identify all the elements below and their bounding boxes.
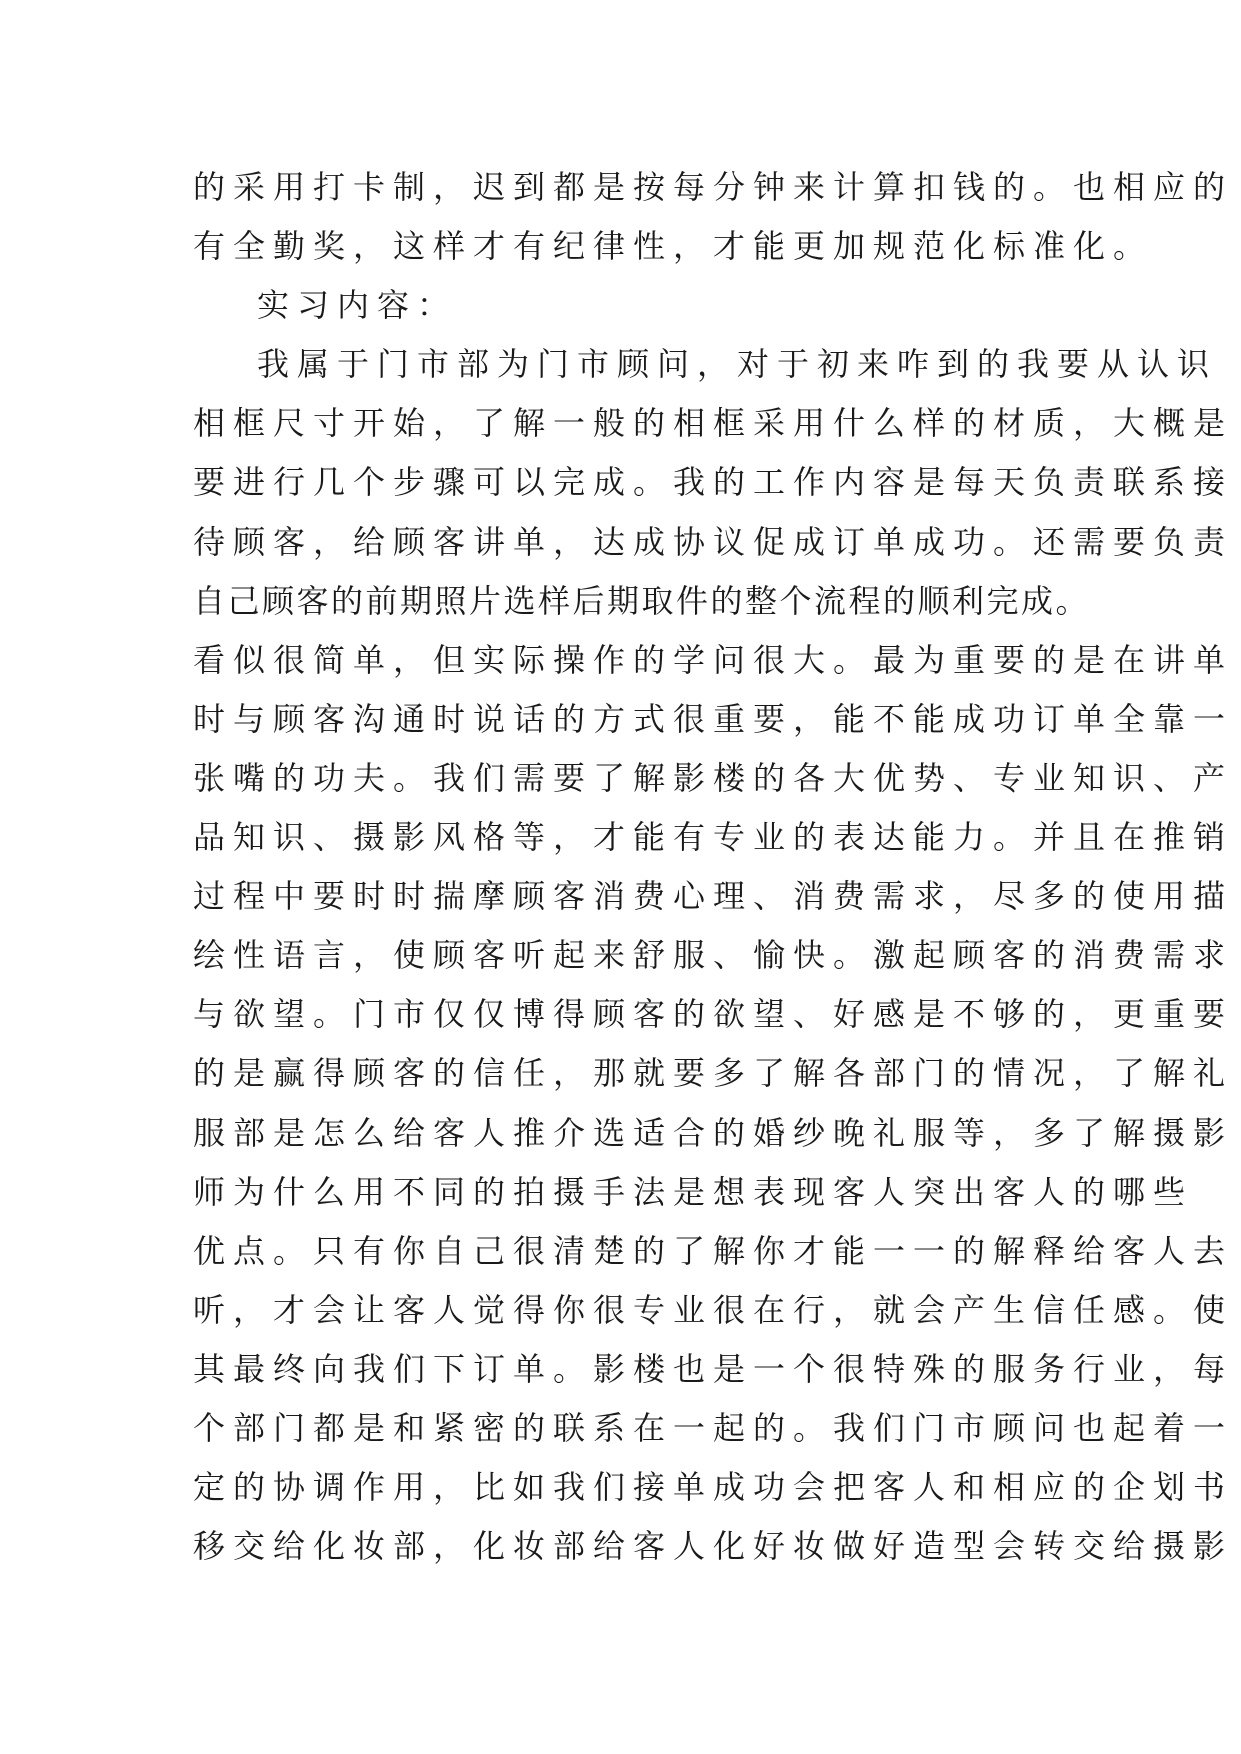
- text-line: 自己顾客的前期照片选样后期取件的整个流程的顺利完成。: [193, 581, 1091, 620]
- text-line: 的是赢得顾客的信任，那就要多了解各部门的情况，了解礼: [193, 1054, 1234, 1093]
- text-line: 听，才会让客人觉得你很专业很在行，就会产生信任感。使: [193, 1290, 1234, 1329]
- text-line: 相框尺寸开始，了解一般的相框采用什么样的材质，大概是: [193, 404, 1234, 443]
- text-line: 我属于门市部为门市顾问，对于初来咋到的我要从认识: [257, 345, 1218, 384]
- text-line: 要进行几个步骤可以完成。我的工作内容是每天负责联系接: [193, 463, 1234, 502]
- section-heading: 实习内容：: [257, 286, 458, 325]
- text-line: 绘性语言，使顾客听起来舒服、愉快。激起顾客的消费需求: [193, 936, 1234, 975]
- body-text: [193, 158, 1234, 1576]
- text-line: 其最终向我们下订单。影楼也是一个很特殊的服务行业，每: [193, 1349, 1234, 1388]
- text-line: 待顾客，给顾客讲单，达成协议促成订单成功。还需要负责: [193, 522, 1234, 561]
- text-line: 师为什么用不同的拍摄手法是想表现客人突出客人的哪些: [193, 1172, 1194, 1211]
- text-line: 张嘴的功夫。我们需要了解影楼的各大优势、专业知识、产: [193, 758, 1234, 797]
- text-line: 有全勤奖，这样才有纪律性，才能更加规范化标准化。: [193, 227, 1154, 266]
- text-line: 与欲望。门市仅仅博得顾客的欲望、好感是不够的，更重要: [193, 995, 1234, 1034]
- text-line: 定的协调作用，比如我们接单成功会把客人和相应的企划书: [193, 1468, 1234, 1507]
- text-line: 看似很简单，但实际操作的学问很大。最为重要的是在讲单: [193, 640, 1234, 679]
- text-line: 过程中要时时揣摩顾客消费心理、消费需求，尽多的使用描: [193, 877, 1234, 916]
- text-line: 优点。只有你自己很清楚的了解你才能一一的解释给客人去: [193, 1231, 1234, 1270]
- text-line: 服部是怎么给客人推介选适合的婚纱晚礼服等，多了解摄影: [193, 1113, 1234, 1152]
- text-line: 的采用打卡制，迟到都是按每分钟来计算扣钱的。也相应的: [193, 168, 1234, 206]
- text-line: 移交给化妆部，化妆部给客人化好妆做好造型会转交给摄影: [193, 1527, 1234, 1566]
- text-line: 个部门都是和紧密的联系在一起的。我们门市顾问也起着一: [193, 1408, 1234, 1447]
- text-line: 时与顾客沟通时说话的方式很重要，能不能成功订单全靠一: [193, 699, 1234, 738]
- text-line: 品知识、摄影风格等，才能有专业的表达能力。并且在推销: [193, 818, 1234, 857]
